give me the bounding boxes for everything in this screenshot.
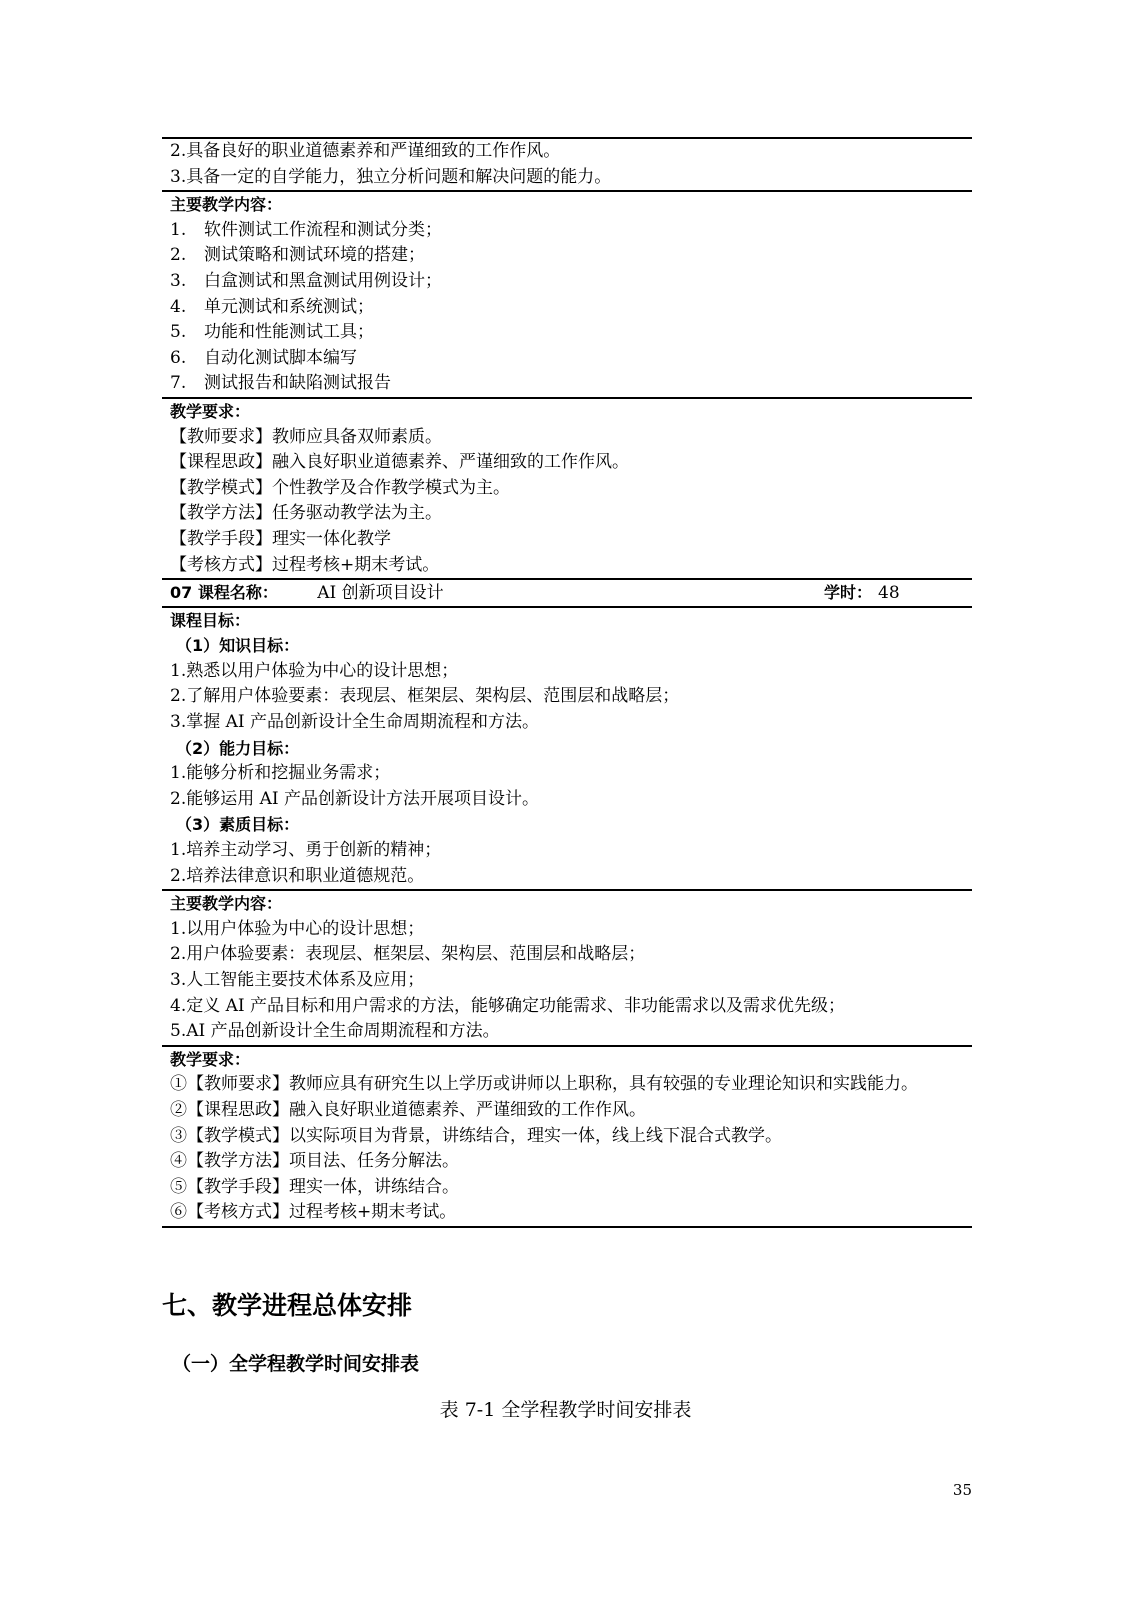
list-item: ②【课程思政】融入良好职业道德素养、严谨细致的工作作风。 (170, 1099, 646, 1120)
chapter-heading: 七、教学进程总体安排 (162, 1291, 413, 1320)
list-item: 2. 测试策略和测试环境的搭建； (170, 245, 425, 266)
section-heading: 课程目标： (170, 610, 251, 630)
list-item: 【教学手段】理实一体化教学 (170, 528, 391, 549)
list-item: ③【教学模式】以实际项目为背景，讲练结合，理实一体，线上线下混合式教学。 (170, 1125, 782, 1146)
list-item: ⑤【教学手段】理实一体，讲练结合。 (170, 1176, 459, 1197)
course-goals-section (162, 606, 972, 890)
course-title-line (170, 580, 966, 606)
list-item: ①【教师要求】教师应具有研究生以上学历或讲师以上职称，具有较强的专业理论知识和实践能力。 (170, 1074, 918, 1095)
goal-subheading: （2）能力目标： (176, 738, 300, 758)
hours-label: 学时： (824, 583, 873, 603)
list-item: 5.AI 产品创新设计全生命周期流程和方法。 (170, 1021, 500, 1042)
list-item: 【教学模式】个性教学及合作教学模式为主。 (170, 477, 510, 498)
list-item: 1.熟悉以用户体验为中心的设计思想； (170, 660, 459, 681)
list-item: 4.定义 AI 产品目标和用户需求的方法，能够确定功能需求、非功能需求以及需求优先级； (170, 995, 846, 1016)
teaching-requirements-section (162, 1045, 972, 1228)
page-number: 35 (952, 1481, 972, 1499)
course-hours (824, 580, 900, 607)
course-label: 07 课程名称： (170, 583, 278, 603)
course-table (162, 137, 972, 1228)
course-header-row (162, 578, 972, 606)
list-item: 1. 软件测试工作流程和测试分类； (170, 219, 442, 240)
list-item: 6. 自动化测试脚本编写 (170, 347, 357, 368)
list-item: ④【教学方法】项目法、任务分解法。 (170, 1151, 459, 1172)
list-item: 【教师要求】教师应具备双师素质。 (170, 426, 442, 447)
list-item: 1.以用户体验为中心的设计思想； (170, 918, 425, 939)
section-heading: 教学要求： (170, 1049, 251, 1069)
list-item: 3. 白盒测试和黑盒测试用例设计； (170, 270, 442, 291)
course-name: AI 创新项目设计 (317, 583, 444, 604)
list-item: 1.培养主动学习、勇于创新的精神； (170, 840, 442, 861)
text-line: 2.具备良好的职业道德素养和严谨细致的工作作风。 (170, 141, 561, 161)
list-item: 2.能够运用 AI 产品创新设计方法开展项目设计。 (170, 788, 540, 809)
teaching-requirements-section (162, 397, 972, 578)
goal-subheading: （1）知识目标： (176, 636, 300, 656)
main-content-section (162, 190, 972, 397)
table-caption: 表 7-1 全学程教学时间安排表 (439, 1399, 692, 1421)
list-item: ⑥【考核方式】过程考核+期末考试。 (170, 1202, 457, 1223)
goal-subheading: （3）素质目标： (176, 815, 300, 835)
list-item: 4. 单元测试和系统测试； (170, 296, 374, 317)
text-line: 3.具备一定的自学能力，独立分析问题和解决问题的能力。 (170, 166, 612, 187)
section-heading: 主要教学内容： (170, 195, 283, 215)
list-item: 3.人工智能主要技术体系及应用； (170, 970, 425, 990)
section-heading: 主要教学内容： (170, 894, 283, 914)
list-item: 3.掌握 AI 产品创新设计全生命周期流程和方法。 (170, 712, 540, 733)
list-item: 【考核方式】过程考核+期末考试。 (170, 554, 440, 575)
list-item: 5. 功能和性能测试工具； (170, 322, 374, 343)
section-heading: 教学要求： (170, 401, 251, 421)
subsection-heading: （一）全学程教学时间安排表 (172, 1353, 420, 1375)
hours-value: 48 (878, 583, 900, 604)
quality-goals-continued (162, 137, 972, 190)
list-item: 2.培养法律意识和职业道德规范。 (170, 865, 425, 886)
list-item: 【教学方法】任务驱动教学法为主。 (170, 503, 442, 524)
list-item: 【课程思政】融入良好职业道德素养、严谨细致的工作作风。 (170, 452, 629, 473)
list-item: 7. 测试报告和缺陷测试报告 (170, 373, 391, 394)
list-item: 2.了解用户体验要素：表现层、框架层、架构层、范围层和战略层； (170, 686, 680, 707)
main-content-section (162, 889, 972, 1045)
list-item: 2.用户体验要素：表现层、框架层、架构层、范围层和战略层； (170, 944, 646, 965)
list-item: 1.能够分析和挖掘业务需求； (170, 763, 391, 784)
